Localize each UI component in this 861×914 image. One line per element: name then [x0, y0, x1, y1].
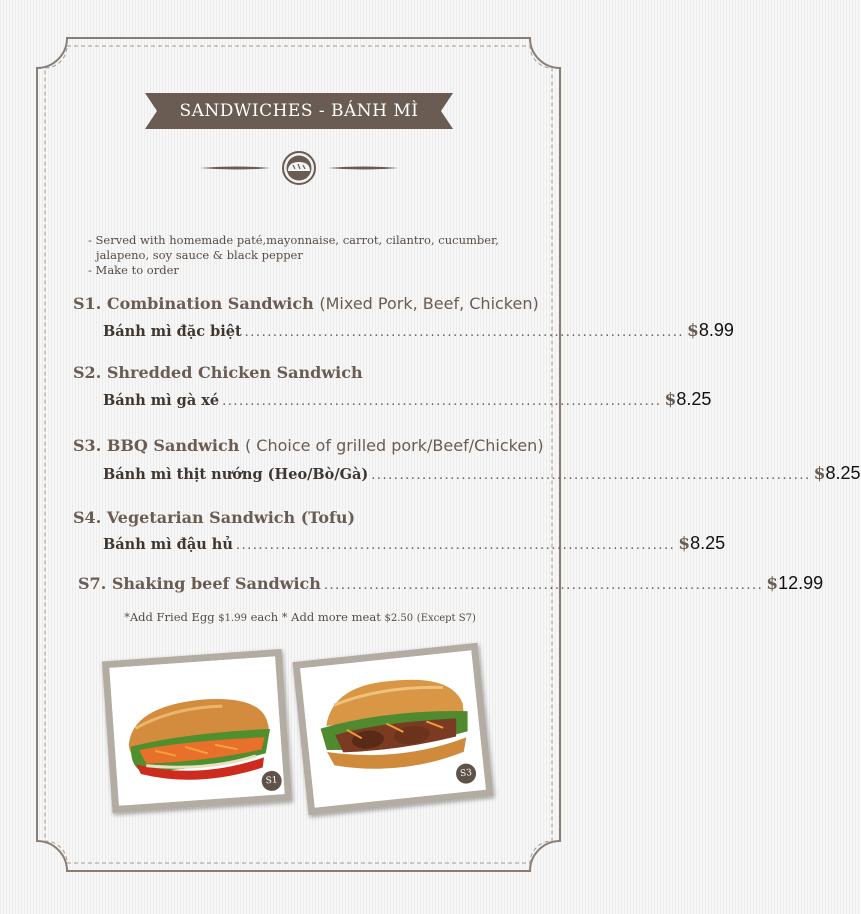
item-title-s1 — [73, 294, 539, 313]
leader-dots: .............................................................................. — [235, 538, 676, 553]
section-title: SANDWICHES - BÁNH MÌ — [179, 101, 419, 121]
note-line: - Served with homemade paté,mayonnaise, carrot, cilantro, cucumber, — [88, 233, 499, 247]
item-price: $8.99 — [687, 320, 734, 341]
menu-notes — [88, 233, 518, 278]
item-name: BBQ Sandwich — [106, 436, 240, 455]
item-line-s3 — [103, 463, 861, 484]
item-vietnamese: Bánh mì gà xé — [103, 392, 220, 409]
item-detail: ( Choice of grilled pork/Beef/Chicken) — [244, 436, 544, 455]
item-price: $8.25 — [678, 533, 726, 554]
item-price: $8.25 — [664, 389, 712, 410]
item-name: Vegetarian Sandwich (Tofu) — [106, 508, 356, 527]
item-code: S2. — [73, 363, 102, 382]
item-price: $8.25 — [813, 463, 861, 484]
item-title-s3 — [73, 436, 544, 455]
photo-tag: S3 — [455, 763, 477, 785]
item-name: Shredded Chicken Sandwich — [106, 363, 363, 382]
item-name: Shaking beef Sandwich — [111, 574, 321, 593]
item-vietnamese: Bánh mì đặc biệt — [103, 323, 242, 340]
item-line-s1 — [103, 320, 734, 341]
note-line: - Make to order — [88, 263, 179, 277]
item-name: Combination Sandwich — [106, 294, 314, 313]
item-title-s2 — [73, 363, 363, 382]
item-code: S7. — [78, 574, 107, 593]
title-divider — [196, 150, 402, 186]
item-line-s7 — [78, 573, 824, 594]
note-line: jalapeno, soy sauce & black pepper — [96, 248, 303, 262]
item-line-s4 — [103, 533, 726, 554]
item-vietnamese: Bánh mì thịt nướng (Heo/Bò/Gà) — [103, 466, 369, 483]
bread-icon — [196, 150, 402, 186]
item-detail: (Mixed Pork, Beef, Chicken) — [319, 294, 539, 313]
leader-dots: .............................................................................. — [323, 578, 764, 593]
item-code: S3. — [73, 436, 102, 455]
sandwich-image — [300, 650, 486, 807]
photo-sandwich-s1 — [102, 649, 292, 813]
leader-dots: .............................................................................. — [244, 325, 684, 340]
item-title-s4 — [73, 508, 355, 527]
leader-dots: .............................................................................. — [222, 394, 662, 409]
item-price: $12.99 — [766, 573, 824, 594]
item-vietnamese: Bánh mì đậu hủ — [103, 536, 233, 553]
photo-tag: S1 — [261, 770, 282, 791]
item-code: S4. — [73, 508, 102, 527]
section-banner — [145, 93, 453, 129]
addon-note: *Add Fried Egg $1.99 each * Add more meat $2.50 (Except S7) — [124, 610, 476, 624]
sandwich-image — [109, 656, 284, 805]
item-code: S1. — [73, 294, 102, 313]
item-line-s2 — [103, 389, 712, 410]
leader-dots: .............................................................................. — [371, 468, 811, 483]
photo-sandwich-s3 — [292, 643, 493, 816]
